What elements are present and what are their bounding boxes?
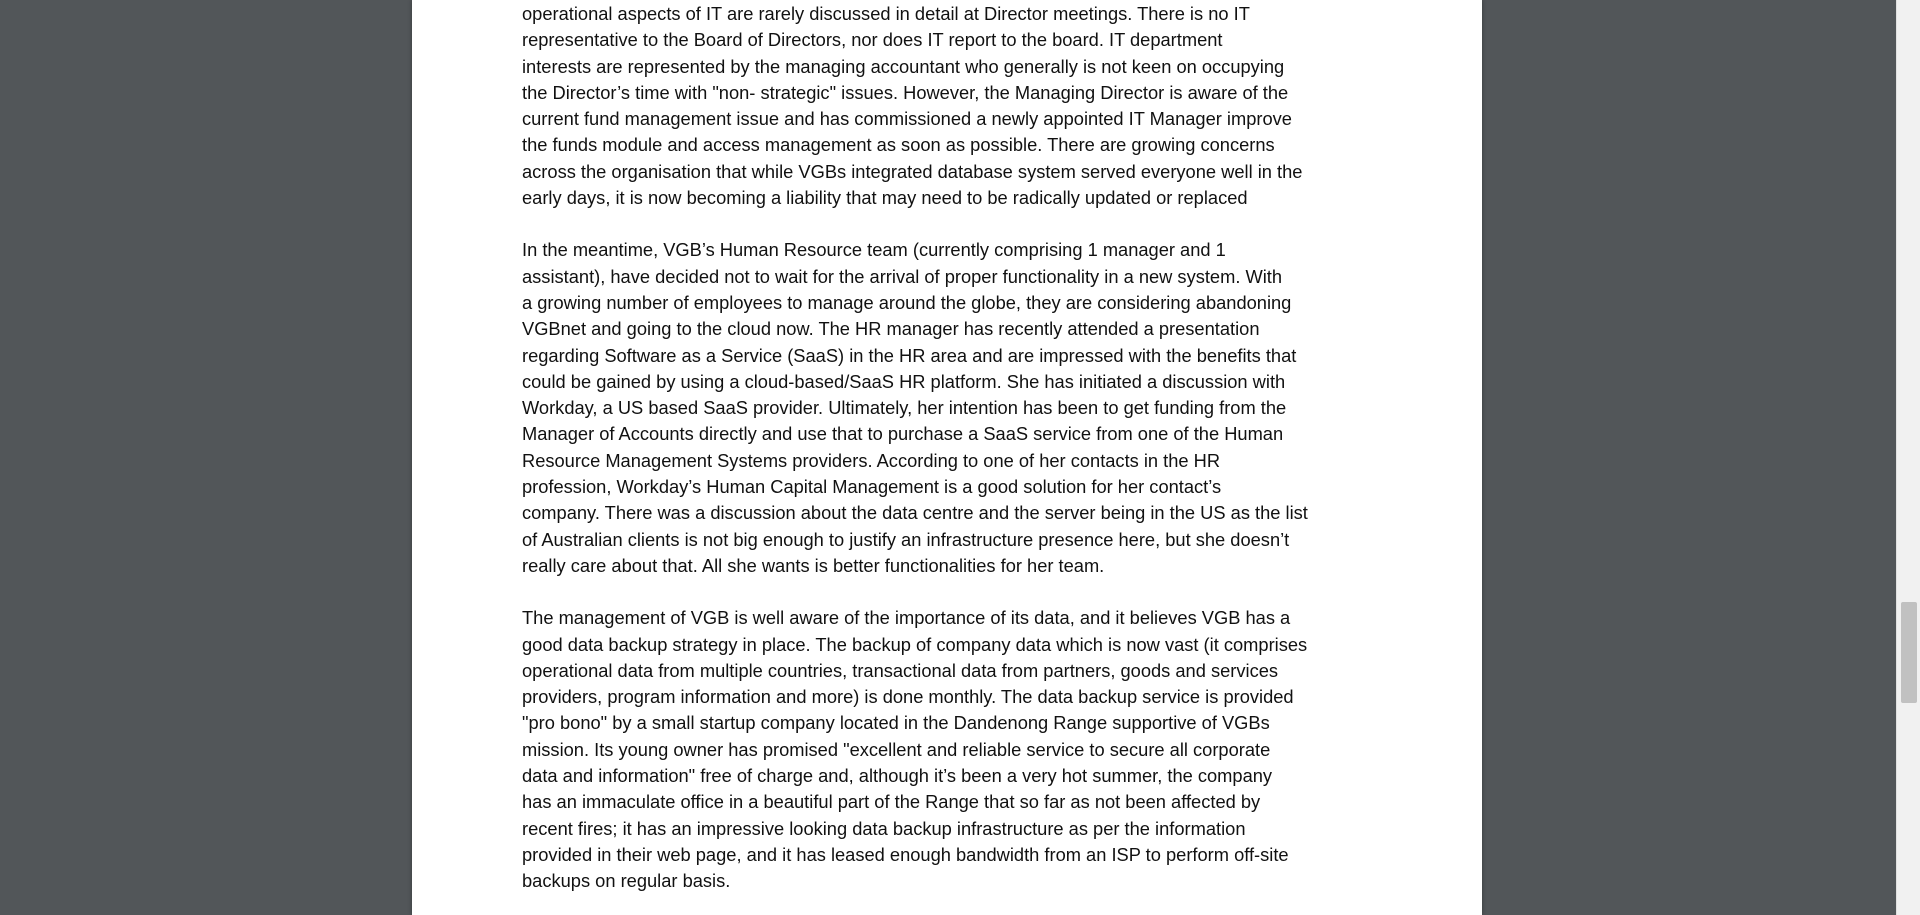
text-line: a growing number of employees to manage around the globe, they are considering abandoning [522,291,1292,313]
text-line: VGBnet and going to the cloud now. The HR manager has recently attended a presentation [522,318,1260,340]
text-line: The management of VGB is well aware of the importance of its data, and it believes VGB has a [522,607,1291,629]
text-line: "pro bono" by a small startup company located in the Dandenong Range supportive of VGBs [522,712,1270,734]
text-line: operational data from multiple countries, transactional data from partners, goods and services [522,659,1279,681]
text-line: providers, program information and more) is done monthly. The data backup service is provided [522,686,1294,708]
text-line: interests are represented by the managing accountant who generally is not keen on occupying [522,55,1285,77]
text-line: of Australian clients is not big enough to justify an infrastructure presence here, but she doesn’t [522,528,1290,550]
text-line: assistant), have decided not to wait for the arrival of proper functionality in a new system. With [522,265,1283,287]
text-line: In the meantime, VGB’s Human Resource team (currently comprising 1 manager and 1 [522,239,1226,261]
scrollbar-thumb[interactable] [1901,602,1917,703]
text-line: backups on regular basis. [522,870,731,892]
text-line: recent fires; it has an impressive looking data backup infrastructure as per the information [522,817,1246,839]
text-line: provided in their web page, and it has leased enough bandwidth from an ISP to perform off-site [522,843,1289,865]
text-line: data and information" free of charge and, although it’s been a very hot summer, the company [522,765,1273,787]
text-line: regarding Software as a Service (SaaS) in the HR area and are impressed with the benefits that [522,344,1297,366]
text-line: has an immaculate office in a beautiful part of the Range that so far as not been affected by [522,791,1261,813]
page-content [522,1,1382,915]
text-line: the Director’s time with "non- strategic" issues. However, the Managing Director is aware of the [522,81,1289,103]
text-line: good data backup strategy in place. The backup of company data which is now vast (it comprises [522,633,1308,655]
text-line: the funds module and access management as soon as possible. There are growing concerns [522,134,1275,156]
text-line: Workday, a US based SaaS provider. Ultimately, her intention has been to get funding from the [522,397,1287,419]
paragraph-data-backup [522,605,1382,894]
text-line: mission. Its young owner has promised "excellent and reliable service to secure all corporate [522,738,1271,760]
text-line: Manager of Accounts directly and use that to purchase a SaaS service from one of the Human [522,423,1284,445]
text-line: Resource Management Systems providers. According to one of her contacts in the HR [522,449,1221,471]
text-line: really care about that. All she wants is better functionalities for her team. [522,554,1105,576]
text-line: profession, Workday’s Human Capital Management is a good solution for her contact’s [522,476,1222,498]
vertical-scrollbar[interactable] [1896,0,1920,915]
text-line: could be gained by using a cloud-based/SaaS HR platform. She has initiated a discussion with [522,370,1286,392]
paragraph-hr-saas [522,237,1382,579]
text-line: early days, it is now becoming a liability that may need to be radically updated or replaced [522,187,1248,209]
text-line: current fund management issue and has commissioned a newly appointed IT Manager improve [522,108,1292,130]
text-line: across the organisation that while VGBs integrated database system served everyone well in the [522,160,1303,182]
text-line: representative to the Board of Directors, nor does IT report to the board. IT department [522,29,1223,51]
document-page [412,0,1482,915]
text-line: operational aspects of IT are rarely discussed in detail at Director meetings. There is no IT [522,3,1250,24]
paragraph-it-governance [522,1,1382,211]
text-line: company. There was a discussion about the data centre and the server being in the US as the list [522,502,1308,524]
